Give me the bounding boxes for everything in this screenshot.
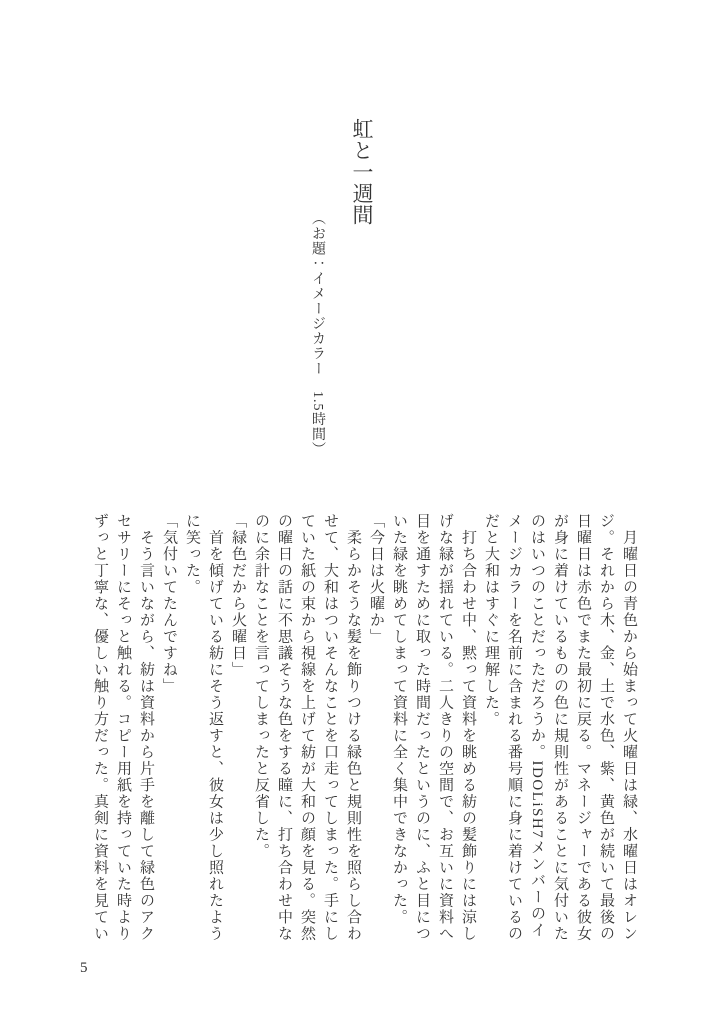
story-paragraph: 月曜日の青色から始まって火曜日は緑、水曜日はオレンジ。それから木、金、土で水色、紫、黄色が続いて最後の日曜日は赤色でまた最初に戻る。マネージャーである彼女が身に着けているものの色に規則性があることに気付いたのはいつのことだっただろうか。IDOLiSH7メンバーのイメージカラーを名前に含まれる番号順に身に着けているのだと大和はすぐに理解した。 — [483, 513, 637, 942]
story-paragraph: 柔らかそうな髪を飾りつける緑色と規則性を照らし合わせて、大和はついそんなことを口走ってしまった。手にしていた紙の束から視線を上げて紡が大和の顔を見る。突然の曜日の話に不思議そうな色をする瞳に、打ち合わせ中なのに余計なことを言ってしまったと反省した。 — [253, 513, 361, 942]
story-paragraph: 「緑色だから火曜日」 — [230, 513, 246, 678]
story-paragraph: そう言いながら、紡は資料から片手を離して緑色のアクセサリーにそっと触れる。コピー用紙を持っていた時よりずっと丁寧な、優しい触り方だった。真剣に資料を見てい — [92, 513, 154, 942]
story-paragraph: 「気付いてたんですね」 — [161, 513, 177, 695]
story-paragraph: 打ち合わせ中、黙って資料を眺める紡の髪飾りには涼しげな緑が揺れている。二人きりの空間で、お互いに資料へ目を通すために取った時間だったというのに、ふと目についた緑を眺めてしまって資料に全く集中できなかった。 — [391, 513, 476, 942]
story-paragraph: 「今日は火曜か」 — [368, 513, 384, 645]
story-subtitle: （お題：イメージカラー 1.5時間） — [310, 211, 325, 457]
page-number: 5 — [80, 960, 88, 976]
story-body — [88, 513, 640, 943]
story-title: 虹と一週間 — [350, 118, 374, 226]
story-paragraph: 首を傾げている紡にそう返すと、彼女は少し照れたように笑った。 — [184, 513, 223, 942]
